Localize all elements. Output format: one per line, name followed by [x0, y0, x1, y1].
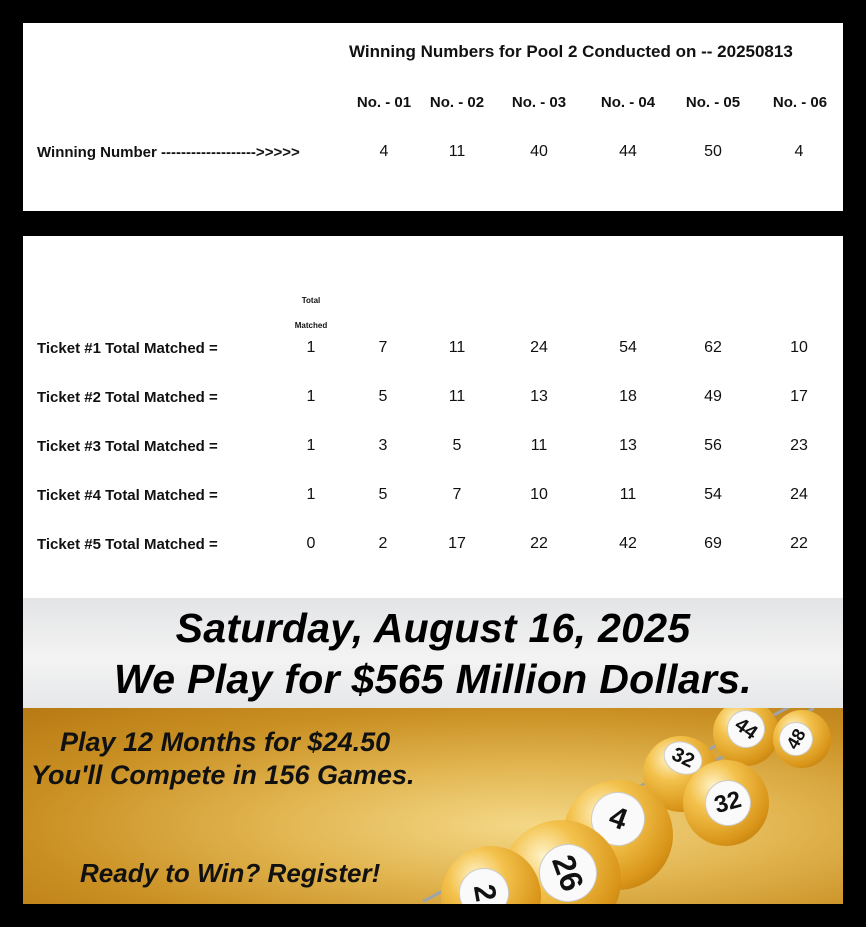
ticket-number: 23 [790, 437, 808, 454]
ticket-label: Ticket #3 Total Matched = [37, 438, 218, 455]
ticket-number: 42 [619, 535, 637, 552]
ticket-number: 54 [619, 339, 637, 356]
ticket-number: 17 [790, 388, 808, 405]
ticket-number: 22 [530, 535, 548, 552]
ticket-number: 11 [619, 486, 637, 503]
winning-number-1: 4 [379, 143, 389, 160]
ticket-matched-count: 1 [306, 437, 316, 454]
ticket-matched-count: 1 [306, 486, 316, 503]
column-header-5: No. - 05 [685, 94, 741, 111]
total-matched-header-line2: Matched [294, 321, 328, 330]
column-header-4: No. - 04 [600, 94, 656, 111]
ticket-number: 5 [452, 437, 462, 454]
ticket-label: Ticket #4 Total Matched = [37, 487, 218, 504]
total-matched-header-line1: Total [301, 296, 321, 305]
games-count: You'll Compete in 156 Games. [31, 760, 415, 790]
column-header-3: No. - 03 [511, 94, 567, 111]
ticket-matched-count: 0 [306, 535, 316, 552]
ticket-number: 11 [530, 437, 548, 454]
ticket-number: 49 [704, 388, 722, 405]
ticket-number: 7 [378, 339, 388, 356]
ticket-label: Ticket #1 Total Matched = [37, 340, 218, 357]
promo-banner[interactable] [23, 708, 843, 904]
winning-number-5: 50 [704, 143, 722, 160]
ticket-number: 24 [530, 339, 548, 356]
winning-number-3: 40 [530, 143, 548, 160]
lottery-ball-icon: 4 [563, 780, 673, 890]
column-header-2: No. - 02 [429, 94, 485, 111]
column-header-1: No. - 01 [356, 94, 412, 111]
ticket-number: 11 [448, 339, 466, 356]
lottery-ball-icon: 2 [441, 846, 541, 904]
winning-numbers-panel [23, 23, 843, 211]
winning-number-2: 11 [448, 143, 466, 160]
jackpot-amount: We Play for $565 Million Dollars. [113, 656, 752, 702]
ticket-matched-count: 1 [306, 339, 316, 356]
ticket-label: Ticket #2 Total Matched = [37, 389, 218, 406]
pool-title: Winning Numbers for Pool 2 Conducted on -- 20250813 [349, 42, 793, 61]
draw-date: Saturday, August 16, 2025 [175, 605, 691, 651]
ticket-number: 2 [378, 535, 388, 552]
lottery-ball-icon: 32 [643, 736, 719, 812]
ticket-number: 13 [619, 437, 637, 454]
lottery-ball-icon: 26 [501, 820, 621, 904]
lottery-ball-icon: 44 [713, 708, 779, 766]
ticket-number: 24 [790, 486, 808, 503]
ticket-number: 13 [530, 388, 548, 405]
ticket-number: 56 [704, 437, 722, 454]
ticket-number: 7 [452, 486, 462, 503]
winning-number-6: 4 [794, 143, 804, 160]
lottery-ball-icon: 48 [773, 710, 831, 768]
ticket-number: 10 [790, 339, 808, 356]
ticket-number: 11 [448, 388, 466, 405]
ticket-number: 18 [619, 388, 637, 405]
ticket-number: 22 [790, 535, 808, 552]
ticket-number: 17 [448, 535, 466, 552]
winning-number-label: Winning Number ------------------->>>>> [37, 144, 300, 161]
ticket-label: Ticket #5 Total Matched = [37, 536, 218, 553]
winning-number-4: 44 [619, 143, 637, 160]
ticket-number: 5 [378, 388, 388, 405]
plan-offer: Play 12 Months for $24.50 [60, 727, 391, 757]
ticket-number: 5 [378, 486, 388, 503]
ticket-number: 54 [704, 486, 722, 503]
ticket-number: 62 [704, 339, 722, 356]
lottery-ball-icon: 32 [683, 760, 769, 846]
ticket-matched-count: 1 [306, 388, 316, 405]
tickets-panel [23, 236, 843, 598]
column-header-6: No. - 06 [772, 94, 828, 111]
ticket-number: 10 [530, 486, 548, 503]
ticket-number: 69 [704, 535, 722, 552]
jackpot-banner [23, 598, 843, 708]
ticket-number: 3 [378, 437, 388, 454]
register-cta[interactable]: Ready to Win? Register! [80, 858, 381, 888]
